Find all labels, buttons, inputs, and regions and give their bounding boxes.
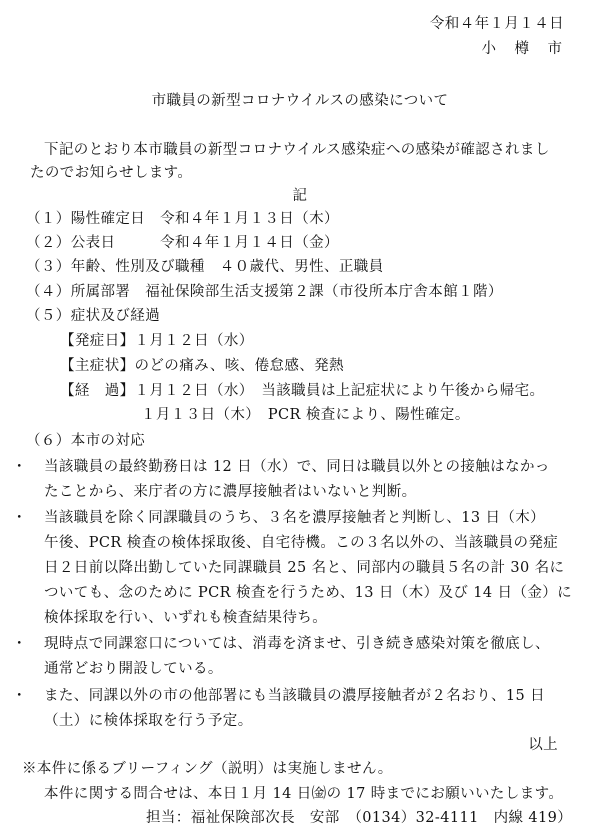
- closing-ijo: 以上: [528, 737, 558, 753]
- item-symptoms-heading: （５）症状及び経過: [26, 308, 161, 324]
- document-title: 市職員の新型コロナウイルスの感染について: [151, 93, 449, 109]
- item-confirmed-date: （１）陽性確定日 令和４年１月１３日（木）: [26, 211, 339, 227]
- inquiry-note: 本件に関する問合せは、本日１月 14 日㈮の 17 時までにお願いいたします。: [44, 786, 564, 802]
- bullet-2-line-4: ついても、念のために PCR 検査を行うため、13 日（木）及び 14 日（金）に: [44, 585, 573, 601]
- bullet-3-line-2: 通常どおり開設している。: [44, 661, 223, 677]
- item-course-2: １月１３日（木） PCR 検査により、陽性確定。: [141, 407, 470, 423]
- bullet-3-line-1: 現時点で同課窓口については、消毒を済ませ、引き続き感染対策を徹底し、: [44, 636, 550, 652]
- bullet-mark: ・: [12, 510, 27, 526]
- bullet-1-line-2: たことから、来庁者の方に濃厚接触者はいないと判断。: [44, 484, 417, 500]
- ki-heading: 記: [292, 188, 308, 204]
- bullet-mark: ・: [12, 688, 27, 704]
- item-department: （４）所属部署 福祉保険部生活支援第２課（市役所本庁舎本館１階）: [26, 284, 503, 300]
- item-announced-date: （２）公表日 令和４年１月１４日（金）: [26, 235, 339, 251]
- release-date: 令和４年１月１４日: [429, 16, 564, 32]
- bullet-2-line-2: 午後、PCR 検査の検体採取後、自宅待機。この３名以外の、当該職員の発症: [44, 535, 559, 551]
- item-onset: 【発症日】１月１２日（水）: [60, 333, 254, 349]
- intro-line-2: たのでお知らせします。: [30, 165, 193, 181]
- bullet-2-line-5: 検体採取を行い、いずれも検査結果待ち。: [44, 610, 328, 626]
- item-profile: （３）年齢、性別及び職種 ４０歳代、男性、正職員: [26, 259, 384, 275]
- contact-line: 担当：福祉保険部次長 安部 （0134）32-4111 内線 419）: [146, 810, 573, 826]
- item-main-symptoms: 【主症状】のどの痛み、咳、倦怠感、発熱: [60, 358, 344, 374]
- item-response-heading: （６）本市の対応: [26, 433, 146, 449]
- bullet-4-line-1: また、同課以外の市の他部署にも当該職員の濃厚接触者が２名おり、15 日: [44, 688, 546, 704]
- briefing-note: ※本件に係るブリーフィング（説明）は実施しません。: [22, 761, 393, 777]
- bullet-mark: ・: [12, 636, 27, 652]
- bullet-2-line-3: 日２日前以降出勤していた同課職員 25 名と、同部内の職員５名の計 30 名に: [44, 560, 565, 576]
- intro-line-1: 下記のとおり本市職員の新型コロナウイルス感染症への感染が確認されまし: [44, 142, 550, 158]
- item-course-1: 【経 過】１月１２日（水） 当該職員は上記症状により午後から帰宅。: [60, 383, 545, 399]
- bullet-2-line-1: 当該職員を除く同課職員のうち、３名を濃厚接触者と判断し、13 日（木）: [44, 510, 546, 526]
- bullet-4-line-2: （土）に検体採取を行う予定。: [44, 713, 253, 729]
- bullet-mark: ・: [12, 459, 27, 475]
- bullet-1-line-1: 当該職員の最終勤務日は 12 日（水）で、同日は職員以外との接触はなかっ: [44, 459, 550, 475]
- issuer-name: 小 樽 市: [481, 41, 564, 57]
